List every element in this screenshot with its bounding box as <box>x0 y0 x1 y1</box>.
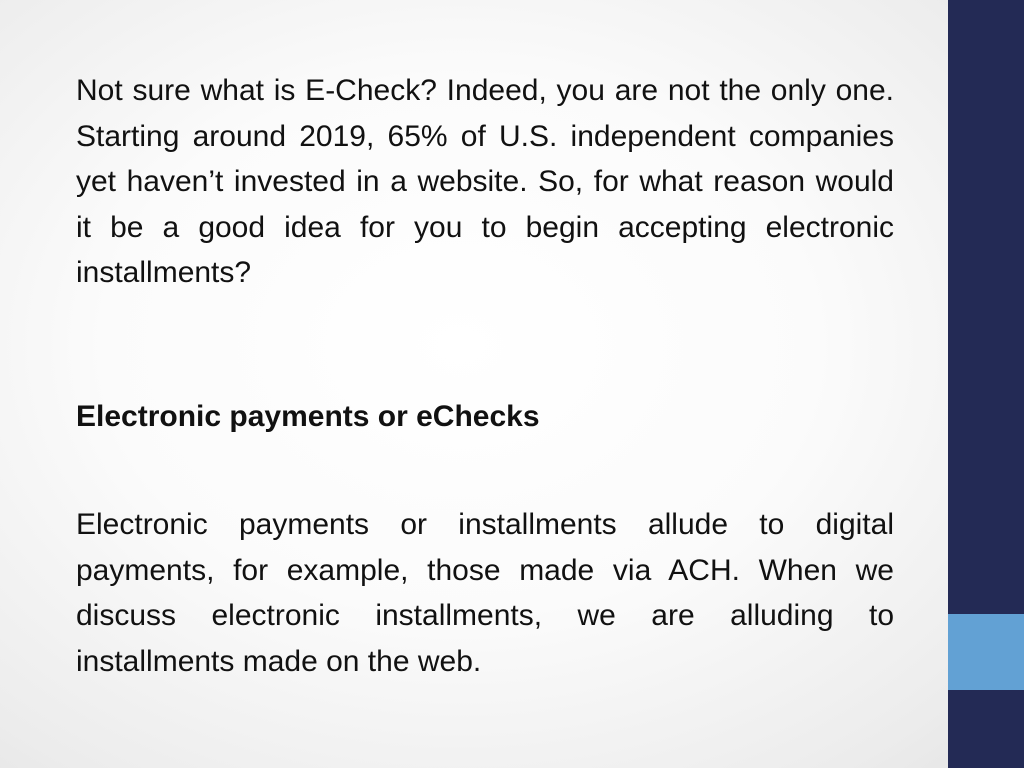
slide-content <box>76 68 894 678</box>
decorative-sidebar <box>948 0 1024 768</box>
intro-paragraph: Not sure what is E-Check? Indeed, you are not the only one. Starting around 2019, 65% of U.S. independent companies yet haven’t invested in a website. So, for what reason would it be a good idea for you to begin accepting electronic installments? <box>76 74 894 289</box>
body-paragraph: Electronic payments or installments allude to digital payments, for example, those made via ACH. When we discuss electronic installments, we are alluding to installments made on the web. <box>76 508 894 678</box>
sidebar-accent-block <box>948 614 1024 690</box>
section-heading: Electronic payments or eChecks <box>76 400 540 433</box>
